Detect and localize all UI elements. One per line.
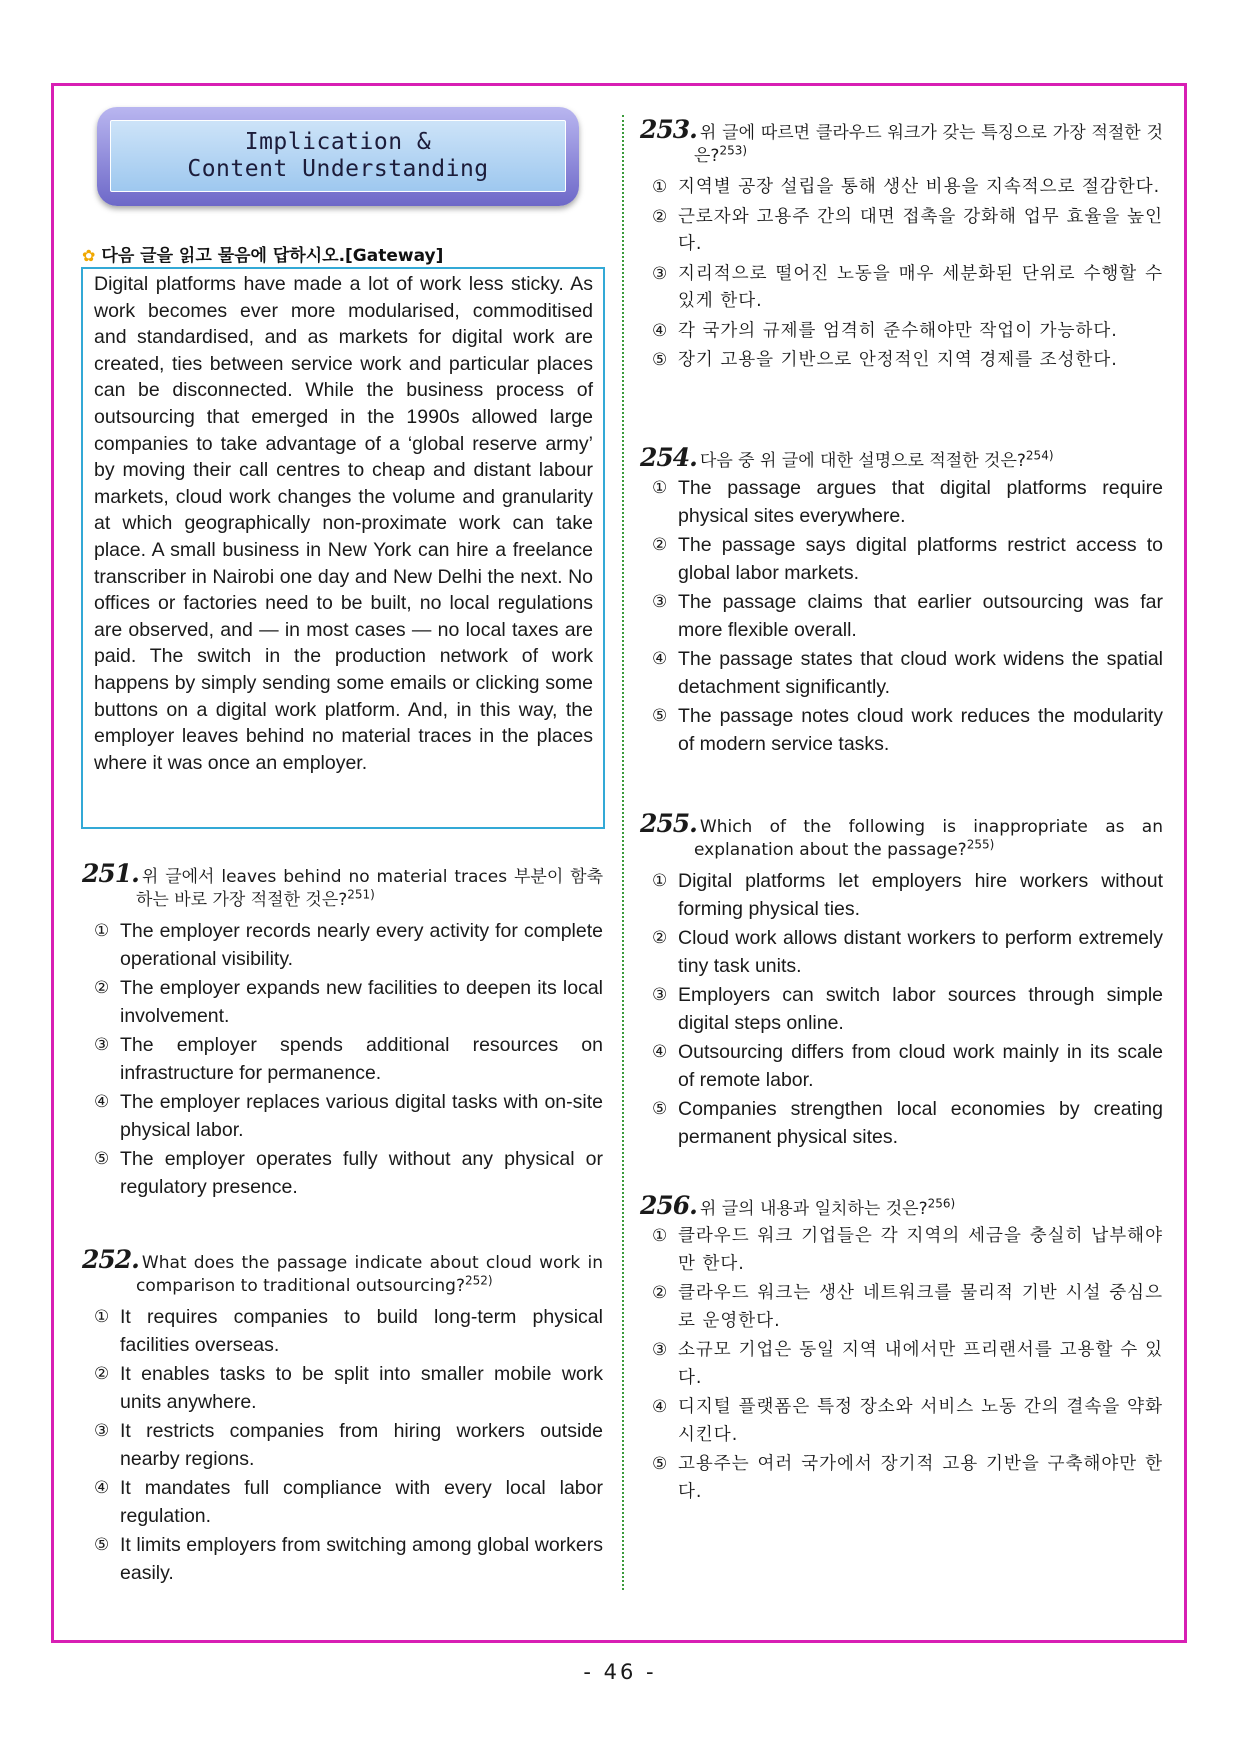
option-text: 디지털 플랫폼은 특정 장소와 서비스 노동 간의 결속을 약화시킨다. <box>678 1397 1163 1445</box>
option-4[interactable] <box>82 1475 603 1530</box>
section-title-line2: Content Understanding <box>187 156 489 182</box>
option-5[interactable] <box>640 703 1163 758</box>
option-2[interactable] <box>640 1280 1163 1335</box>
instruction-text: 다음 글을 읽고 물음에 답하시오.[Gateway] <box>101 246 444 266</box>
question-251 <box>82 859 603 1201</box>
option-2[interactable] <box>82 975 603 1030</box>
option-text: 소규모 기업은 동일 지역 내에서만 프리랜서를 고용할 수 있다. <box>678 1340 1163 1388</box>
question-stem <box>640 809 1163 862</box>
instruction <box>82 241 443 266</box>
footnote-ref: 251) <box>347 887 375 902</box>
option-2[interactable] <box>640 532 1163 587</box>
question-256 <box>640 1191 1163 1506</box>
question-number: 254. <box>640 443 697 472</box>
question-number: 253. <box>640 115 697 144</box>
column-divider <box>622 115 624 1590</box>
option-text: 장기 고용을 기반으로 안정적인 지역 경제를 조성한다. <box>678 350 1118 370</box>
question-252 <box>82 1245 603 1587</box>
option-text: The employer operates fully without any physical or regulatory presence. <box>120 1148 603 1198</box>
option-1[interactable] <box>640 868 1163 923</box>
option-text: The employer spends additional resources on infrastructure for permanence. <box>120 1034 603 1084</box>
option-mark: ⑤ <box>652 350 669 370</box>
question-text: 위 글의 내용과 일치하는 것은? <box>699 1199 928 1219</box>
section-title <box>110 120 566 192</box>
option-mark: ① <box>652 1226 669 1246</box>
question-text: 위 글에서 leaves behind no material traces 부분이 함축하는 바로 가장 적절한 것은? <box>136 867 603 910</box>
option-mark: ② <box>652 1283 669 1303</box>
option-mark: ③ <box>94 1035 110 1055</box>
question-255 <box>640 809 1163 1151</box>
question-number: 255. <box>640 809 697 838</box>
option-mark: ④ <box>652 1397 669 1417</box>
option-4[interactable] <box>640 646 1163 701</box>
footnote-ref: 256) <box>927 1196 956 1211</box>
option-mark: ② <box>94 978 110 998</box>
option-5[interactable] <box>640 1451 1163 1506</box>
option-text: The employer replaces various digital tasks with on-site physical labor. <box>120 1091 603 1141</box>
option-text: 각 국가의 규제를 엄격히 준수해야만 작업이 가능하다. <box>678 320 1118 341</box>
option-1[interactable] <box>640 1223 1163 1278</box>
question-stem <box>640 1191 1163 1221</box>
option-text: The passage notes cloud work reduces the modularity of modern service tasks. <box>678 705 1163 755</box>
option-mark: ⑤ <box>94 1535 110 1555</box>
option-mark: ③ <box>652 985 668 1005</box>
option-4[interactable] <box>640 318 1163 346</box>
option-text: 클라우드 워크 기업들은 각 지역의 세금을 충실히 납부해야만 한다. <box>678 1226 1163 1274</box>
option-text: The passage argues that digital platforms require physical sites everywhere. <box>678 477 1163 527</box>
option-mark: ⑤ <box>94 1149 110 1169</box>
option-text: It requires companies to build long-term physical facilities overseas. <box>120 1306 603 1356</box>
question-253 <box>640 115 1163 375</box>
option-4[interactable] <box>640 1039 1163 1094</box>
option-text: 지리적으로 떨어진 노동을 매우 세분화된 단위로 수행할 수 있게 한다. <box>678 263 1163 311</box>
option-2[interactable] <box>82 1361 603 1416</box>
option-text: It restricts companies from hiring workers outside nearby regions. <box>120 1420 603 1470</box>
option-text: 근로자와 고용주 간의 대면 접촉을 강화해 업무 효율을 높인다. <box>678 206 1163 254</box>
option-mark: ② <box>94 1364 110 1384</box>
flower-icon: ✿ <box>82 246 96 265</box>
option-text: The employer expands new facilities to deepen its local involvement. <box>120 977 603 1027</box>
question-stem <box>82 1245 603 1298</box>
question-stem <box>82 859 603 912</box>
option-text: Outsourcing differs from cloud work mainly in its scale of remote labor. <box>678 1041 1163 1091</box>
option-mark: ① <box>652 871 668 891</box>
option-text: It mandates full compliance with every local labor regulation. <box>120 1477 603 1527</box>
option-text: 클라우드 워크는 생산 네트워크를 물리적 기반 시설 중심으로 운영한다. <box>678 1283 1163 1331</box>
option-1[interactable] <box>82 1304 603 1359</box>
option-2[interactable] <box>640 204 1163 259</box>
question-254 <box>640 443 1163 758</box>
footnote-ref: 253) <box>719 143 748 158</box>
option-mark: ② <box>652 535 668 555</box>
option-text: Digital platforms let employers hire workers without forming physical ties. <box>678 870 1163 920</box>
option-mark: ⑤ <box>652 706 668 726</box>
option-mark: ② <box>652 928 668 948</box>
option-mark: ③ <box>652 1340 669 1360</box>
option-3[interactable] <box>640 982 1163 1037</box>
footnote-ref: 252) <box>464 1273 493 1288</box>
option-mark: ③ <box>652 263 669 284</box>
question-stem <box>640 115 1163 168</box>
footnote-ref: 255) <box>966 837 995 852</box>
option-1[interactable] <box>82 918 603 973</box>
option-5[interactable] <box>640 347 1163 375</box>
option-text: The passage says digital platforms restrict access to global labor markets. <box>678 534 1163 584</box>
option-mark: ④ <box>652 649 668 669</box>
question-text: 위 글에 따르면 클라우드 워크가 갖는 특징으로 가장 적절한 것은? <box>694 123 1163 166</box>
option-text: The passage states that cloud work widens the spatial detachment significantly. <box>678 648 1163 698</box>
question-number: 256. <box>640 1191 697 1220</box>
question-number: 251. <box>82 859 139 888</box>
option-mark: ⑤ <box>652 1454 669 1474</box>
option-3[interactable] <box>82 1418 603 1473</box>
option-mark: ④ <box>652 1042 668 1062</box>
option-4[interactable] <box>640 1394 1163 1449</box>
reading-passage: Digital platforms have made a lot of work less sticky. As work becomes ever more modularised, commoditised and standardised, and as markets for digital work are created, ties between service work and particular places can be disconnected. While the business process of outsourcing that emerged in the 1990s allowed large companies to take advantage of a ‘global reserve army’ by moving their call centres to cheap and distant labour markets, cloud work changes the volume and granularity at which geographically non-proximate work can take place. A small business in New York can hire a freelance transcriber in Nairobi one day and New Delhi the next. No offices or factories need to be built, no local regulations are observed, and — in most cases — no local taxes are paid. The switch in the production network of work happens by simply sending some emails or clicking some buttons on a digital work platform. And, in this way, the employer leaves behind no material traces in the places where it was once an employer. <box>81 267 605 829</box>
option-text: Employers can switch labor sources through simple digital steps online. <box>678 984 1163 1034</box>
option-mark: ① <box>94 1307 110 1327</box>
option-5[interactable] <box>640 1096 1163 1151</box>
option-text: The employer records nearly every activity for complete operational visibility. <box>120 920 603 970</box>
option-mark: ④ <box>94 1478 110 1498</box>
option-text: It limits employers from switching among global workers easily. <box>120 1534 603 1584</box>
option-3[interactable] <box>82 1032 603 1087</box>
option-1[interactable] <box>640 174 1163 202</box>
option-3[interactable] <box>640 589 1163 644</box>
option-3[interactable] <box>640 261 1163 316</box>
footnote-ref: 254) <box>1025 448 1054 463</box>
option-text: Cloud work allows distant workers to perform extremely tiny task units. <box>678 927 1163 977</box>
question-stem <box>640 443 1163 473</box>
option-2[interactable] <box>640 925 1163 980</box>
option-text: The passage claims that earlier outsourcing was far more flexible overall. <box>678 591 1163 641</box>
section-title-badge <box>97 107 579 206</box>
option-4[interactable] <box>82 1089 603 1144</box>
question-text: 다음 중 위 글에 대한 설명으로 적절한 것은? <box>699 451 1026 471</box>
option-mark: ④ <box>652 320 669 341</box>
option-3[interactable] <box>640 1337 1163 1392</box>
section-title-line1: Implication & <box>244 129 432 155</box>
option-mark: ⑤ <box>652 1099 668 1119</box>
option-1[interactable] <box>640 475 1163 530</box>
question-text: What does the passage indicate about cloud work in comparison to traditional outsourcing? <box>136 1253 603 1296</box>
option-mark: ③ <box>94 1421 110 1441</box>
option-mark: ③ <box>652 592 668 612</box>
option-text: It enables tasks to be split into smaller mobile work units anywhere. <box>120 1363 603 1413</box>
option-5[interactable] <box>82 1532 603 1587</box>
question-number: 252. <box>82 1245 139 1274</box>
option-mark: ④ <box>94 1092 110 1112</box>
option-mark: ② <box>652 206 669 227</box>
option-mark: ① <box>94 921 110 941</box>
option-mark: ① <box>652 177 669 197</box>
option-text: 고용주는 여러 국가에서 장기적 고용 기반을 구축해야만 한다. <box>678 1454 1163 1502</box>
option-text: 지역별 공장 설립을 통해 생산 비용을 지속적으로 절감한다. <box>678 177 1161 197</box>
question-text: Which of the following is inappropriate as an explanation about the passage? <box>694 817 1163 860</box>
option-5[interactable] <box>82 1146 603 1201</box>
page-number: - 46 - <box>583 1660 657 1684</box>
option-mark: ① <box>652 478 668 498</box>
option-text: Companies strengthen local economies by creating permanent physical sites. <box>678 1098 1163 1148</box>
